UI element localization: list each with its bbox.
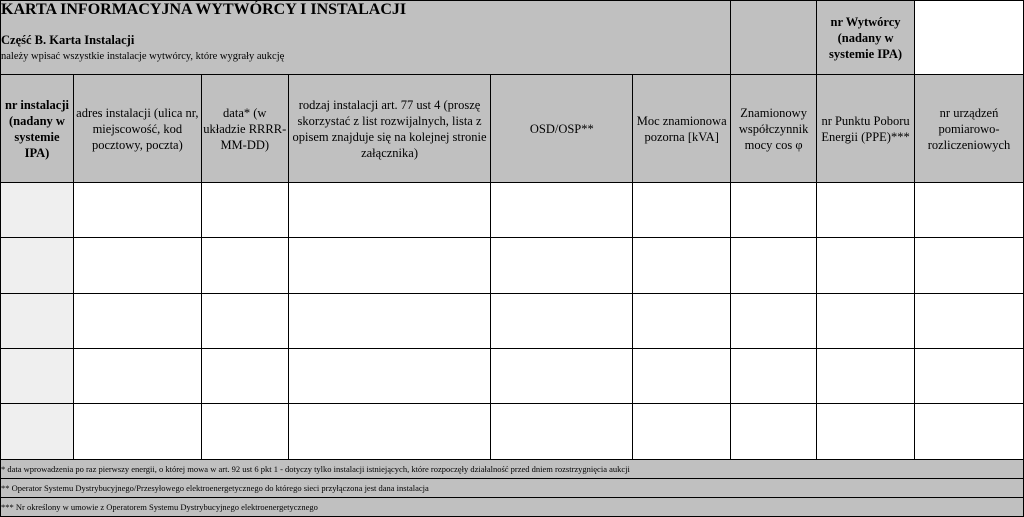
cell-installation-number[interactable] — [1, 294, 74, 349]
cell-ppe-number[interactable] — [817, 349, 915, 404]
col-header-address: adres instalacji (ulica nr, miejscowość, kod pocztowy, poczta) — [73, 75, 201, 183]
title-block — [1, 1, 731, 75]
col-header-meter-numbers: nr urządzeń pomiarowo-rozliczeniowych — [915, 75, 1024, 183]
cell-meter-numbers[interactable] — [915, 294, 1024, 349]
cell-ppe-number[interactable] — [817, 238, 915, 294]
table-row — [1, 349, 1024, 404]
cell-installation-number[interactable] — [1, 404, 74, 460]
section-subtitle: Część B. Karta Instalacji — [1, 33, 135, 47]
cell-installation-type[interactable] — [288, 349, 491, 404]
cell-power-factor[interactable] — [731, 404, 817, 460]
table-row — [1, 294, 1024, 349]
cell-ppe-number[interactable] — [817, 294, 915, 349]
cell-apparent-power[interactable] — [633, 349, 731, 404]
col-header-power-factor: Znamionowy współczynnik mocy cos φ — [731, 75, 817, 183]
col-header-installation-type: rodzaj instalacji art. 77 ust 4 (proszę skorzystać z list rozwijalnych, lista z opisem znajduje się na kolejnej stronie załącznika) — [288, 75, 491, 183]
cell-osd-osp[interactable] — [491, 238, 633, 294]
footnote-date: * data wprowadzenia po raz pierwszy energii, o której mowa w art. 92 ust 6 pkt 1 - dotyczy tylko instalacji istniejących, które rozpoczęły działalność przed dniem rozstrzygnięcia aukcji — [1, 460, 1024, 479]
footnote-osd-osp: ** Operator Systemu Dystrybucyjnego/Przesyłowego elektroenergetycznego do którego sieci przyłączona jest dana instalacja — [1, 479, 1024, 498]
cell-meter-numbers[interactable] — [915, 404, 1024, 460]
cell-ppe-number[interactable] — [817, 404, 915, 460]
cell-osd-osp[interactable] — [491, 183, 633, 238]
table-row — [1, 404, 1024, 460]
table-row — [1, 238, 1024, 294]
cell-address[interactable] — [73, 238, 201, 294]
cell-apparent-power[interactable] — [633, 183, 731, 238]
cell-power-factor[interactable] — [731, 238, 817, 294]
cell-apparent-power[interactable] — [633, 404, 731, 460]
cell-date[interactable] — [201, 294, 288, 349]
col-header-apparent-power: Moc znamionowa pozorna [kVA] — [633, 75, 731, 183]
col-header-osd-osp: OSD/OSP** — [491, 75, 633, 183]
cell-meter-numbers[interactable] — [915, 238, 1024, 294]
cell-installation-number[interactable] — [1, 238, 74, 294]
producer-number-field[interactable] — [915, 1, 1024, 75]
producer-number-label: nr Wytwórcy (nadany w systemie IPA) — [817, 1, 915, 75]
cell-power-factor[interactable] — [731, 183, 817, 238]
cell-installation-type[interactable] — [288, 183, 491, 238]
footnote-ppe: *** Nr określony w umowie z Operatorem Systemu Dystrybucyjnego elektroenergetycznego — [1, 498, 1024, 517]
cell-apparent-power[interactable] — [633, 294, 731, 349]
cell-apparent-power[interactable] — [633, 238, 731, 294]
cell-meter-numbers[interactable] — [915, 349, 1024, 404]
page-title: KARTA INFORMACYJNA WYTWÓRCY I INSTALACJI — [1, 1, 407, 18]
cell-ppe-number[interactable] — [817, 183, 915, 238]
col-header-ppe-number: nr Punktu Poboru Energii (PPE)*** — [817, 75, 915, 183]
cell-address[interactable] — [73, 349, 201, 404]
table-row — [1, 183, 1024, 238]
cell-installation-type[interactable] — [288, 294, 491, 349]
cell-power-factor[interactable] — [731, 294, 817, 349]
col-header-date: data* (w układzie RRRR-MM-DD) — [201, 75, 288, 183]
col-header-installation-number: nr instalacji (nadany w systemie IPA) — [1, 75, 74, 183]
cell-date[interactable] — [201, 183, 288, 238]
cell-osd-osp[interactable] — [491, 294, 633, 349]
cell-osd-osp[interactable] — [491, 404, 633, 460]
cell-address[interactable] — [73, 404, 201, 460]
cell-date[interactable] — [201, 404, 288, 460]
cell-meter-numbers[interactable] — [915, 183, 1024, 238]
cell-date[interactable] — [201, 238, 288, 294]
cell-osd-osp[interactable] — [491, 349, 633, 404]
header-spacer — [731, 1, 817, 75]
cell-installation-type[interactable] — [288, 238, 491, 294]
cell-date[interactable] — [201, 349, 288, 404]
cell-installation-number[interactable] — [1, 349, 74, 404]
cell-power-factor[interactable] — [731, 349, 817, 404]
cell-address[interactable] — [73, 183, 201, 238]
cell-installation-type[interactable] — [288, 404, 491, 460]
cell-installation-number[interactable] — [1, 183, 74, 238]
instruction-note: należy wpisać wszystkie instalacje wytwórcy, które wygrały aukcję — [1, 51, 285, 62]
cell-address[interactable] — [73, 294, 201, 349]
